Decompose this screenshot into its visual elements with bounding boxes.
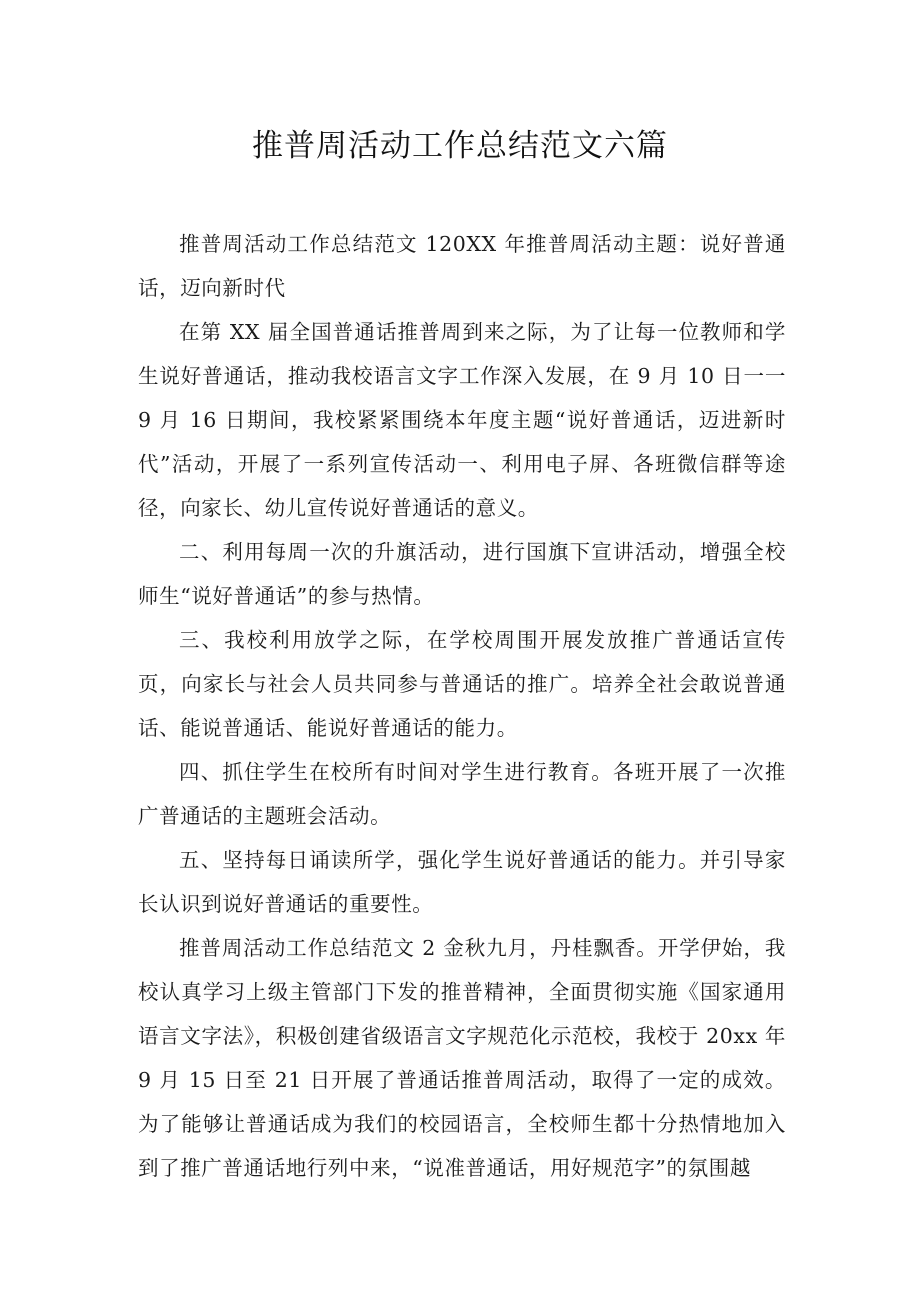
paragraph-5: 四、抓住学生在校所有时间对学生进行教育。各班开展了一次推广普通话的主题班会活动。	[138, 760, 786, 828]
paragraph-1: 推普周活动工作总结范文 120XX 年推普周活动主题：说好普通话，迈向新时代	[138, 232, 786, 300]
document-body	[138, 222, 786, 1190]
paragraph-6: 五、坚持每日诵读所学，强化学生说好普通话的能力。并引导家长认识到说好普通话的重要性。	[138, 848, 786, 916]
paragraph-4: 三、我校利用放学之际，在学校周围开展发放推广普通话宣传页，向家长与社会人员共同参与普通话的推广。培养全社会敢说普通话、能说普通话、能说好普通话的能力。	[138, 628, 786, 740]
paragraph-7: 推普周活动工作总结范文 2 金秋九月，丹桂飘香。开学伊始，我校认真学习上级主管部门下发的推普精神，全面贯彻实施《国家通用语言文字法》，积极创建省级语言文字规范化示范校，我校于 20xx 年 9 月 15 日至 21 日开展了普通话推普周活动，取得了一定的成效。为了能够让普通话成为我们的校园语言，全校师生都十分热情地加入到了推广普通话地行列中来，“说准普通话，用好规范字”的氛围越	[138, 936, 786, 1180]
document-title: 推普周活动工作总结范文六篇	[252, 128, 668, 164]
paragraph-3: 二、利用每周一次的升旗活动，进行国旗下宣讲活动，增强全校师生“说好普通话”的参与热情。	[138, 540, 786, 608]
paragraph-2: 在第 XX 届全国普通话推普周到来之际，为了让每一位教师和学生说好普通话，推动我校语言文字工作深入发展，在 9 月 10 日一一 9 月 16 日期间，我校紧紧围绕本年度主题“说好普通话，迈进新时代”活动，开展了一系列宣传活动一、利用电子屏、各班微信群等途径，向家长、幼儿宣传说好普通话的意义。	[138, 320, 786, 520]
